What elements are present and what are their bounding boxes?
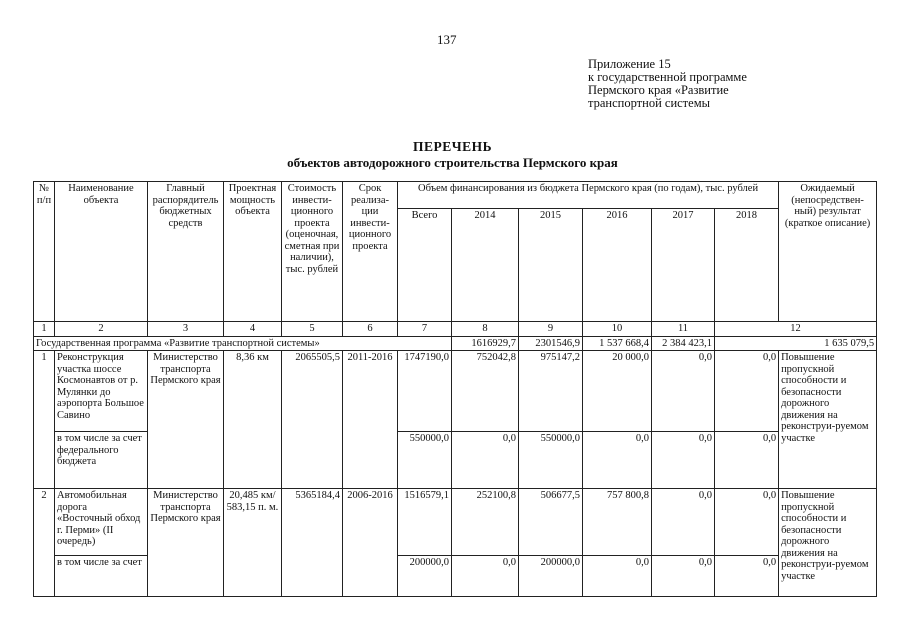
subrow-2015: 550000,0 (519, 432, 583, 489)
table-row (34, 489, 877, 556)
appendix-note (588, 58, 747, 110)
row-total: 1516579,1 (398, 489, 452, 556)
row-name: Автомобильная дорога «Восточный обход г. Перми» (II очередь) (55, 489, 148, 556)
subrow-2018: 0,0 (715, 556, 779, 597)
row-manager: Министерство транспорта Пермского края (148, 351, 224, 489)
header-num: № п/п (34, 182, 55, 322)
row-term: 2006-2016 (343, 489, 398, 597)
header-result: Ожидаемый (непосредствен-ный) результат (краткое описание) (779, 182, 877, 322)
row-2018: 0,0 (715, 489, 779, 556)
subrow-name: в том числе за счет федерального бюджета (55, 432, 148, 489)
header-2017: 2017 (652, 209, 715, 322)
program-2018: 1 635 079,5 (715, 336, 877, 351)
row-total: 1747190,0 (398, 351, 452, 432)
row-manager: Министерство транспорта Пермского края (148, 489, 224, 597)
row-cost: 5365184,4 (282, 489, 343, 597)
appendix-line: Пермского края «Развитие (588, 83, 729, 97)
row-2015: 506677,5 (519, 489, 583, 556)
program-2015: 2301546,9 (519, 336, 583, 351)
header-term: Срок реализа-ции инвести-ционного проекта (343, 182, 398, 322)
header-cost: Стоимость инвести-ционного проекта (оценочная, сметная при наличии), тыс. рублей (282, 182, 343, 322)
subrow-2016: 0,0 (583, 556, 652, 597)
subrow-2017: 0,0 (652, 556, 715, 597)
subrow-2016: 0,0 (583, 432, 652, 489)
col-number: 9 (519, 322, 583, 337)
header-2018: 2018 (715, 209, 779, 322)
header-2014: 2014 (452, 209, 519, 322)
subrow-total: 200000,0 (398, 556, 452, 597)
col-number: 12 (715, 322, 877, 337)
header-row (34, 182, 877, 209)
row-2015: 975147,2 (519, 351, 583, 432)
subrow-2015: 200000,0 (519, 556, 583, 597)
col-number: 10 (583, 322, 652, 337)
row-result: Повышение пропускной способности и безопасности дорожного движения на реконструи-руемом участке (779, 489, 877, 597)
appendix-line: к государственной программе (588, 70, 747, 84)
subrow-2014: 0,0 (452, 432, 519, 489)
row-2014: 252100,8 (452, 489, 519, 556)
header-capacity: Проектная мощность объекта (224, 182, 282, 322)
row-2018: 0,0 (715, 351, 779, 432)
appendix-line: Приложение 15 (588, 57, 671, 71)
program-2017: 2 384 423,1 (652, 336, 715, 351)
table-row (34, 351, 877, 432)
header-total: Всего (398, 209, 452, 322)
col-number: 5 (282, 322, 343, 337)
program-row (34, 336, 877, 351)
col-number: 11 (652, 322, 715, 337)
row-name: Реконструкция участка шоссе Космонавтов от р. Мулянки до аэропорта Большое Савино (55, 351, 148, 432)
row-cost: 2065505,5 (282, 351, 343, 489)
col-number: 3 (148, 322, 224, 337)
subrow-name: в том числе за счет (55, 556, 148, 597)
document-subtitle: объектов автодорожного строительства Пермского края (287, 155, 618, 170)
header-manager: Главный распорядитель бюджетных средств (148, 182, 224, 322)
col-number: 2 (55, 322, 148, 337)
row-capacity: 20,485 км/ 583,15 п. м. (224, 489, 282, 597)
row-num: 1 (34, 351, 55, 489)
appendix-line: транспортной системы (588, 96, 710, 110)
page-number: 137 (437, 32, 457, 47)
program-2016: 1 537 668,4 (583, 336, 652, 351)
col-number: 4 (224, 322, 282, 337)
row-2016: 757 800,8 (583, 489, 652, 556)
program-label: Государственная программа «Развитие транспортной системы» (34, 336, 452, 351)
subrow-2014: 0,0 (452, 556, 519, 597)
row-term: 2011-2016 (343, 351, 398, 489)
program-2014: 1616929,7 (452, 336, 519, 351)
document-title: ПЕРЕЧЕНЬ (412, 139, 493, 154)
header-funding: Объем финансирования из бюджета Пермского края (по годам), тыс. рублей (398, 182, 779, 209)
header-2015: 2015 (519, 209, 583, 322)
header-name: Наименование объекта (55, 182, 148, 322)
row-2014: 752042,8 (452, 351, 519, 432)
col-number: 7 (398, 322, 452, 337)
column-numbers-row (34, 322, 877, 337)
objects-table (33, 181, 877, 597)
row-capacity: 8,36 км (224, 351, 282, 489)
row-2016: 20 000,0 (583, 351, 652, 432)
row-2017: 0,0 (652, 489, 715, 556)
row-2017: 0,0 (652, 351, 715, 432)
header-2016: 2016 (583, 209, 652, 322)
row-result: Повышение пропускной способности и безопасности дорожного движения на реконструи-руемом участке (779, 351, 877, 489)
subrow-2018: 0,0 (715, 432, 779, 489)
col-number: 6 (343, 322, 398, 337)
col-number: 8 (452, 322, 519, 337)
subrow-total: 550000,0 (398, 432, 452, 489)
row-num: 2 (34, 489, 55, 597)
col-number: 1 (34, 322, 55, 337)
subrow-2017: 0,0 (652, 432, 715, 489)
